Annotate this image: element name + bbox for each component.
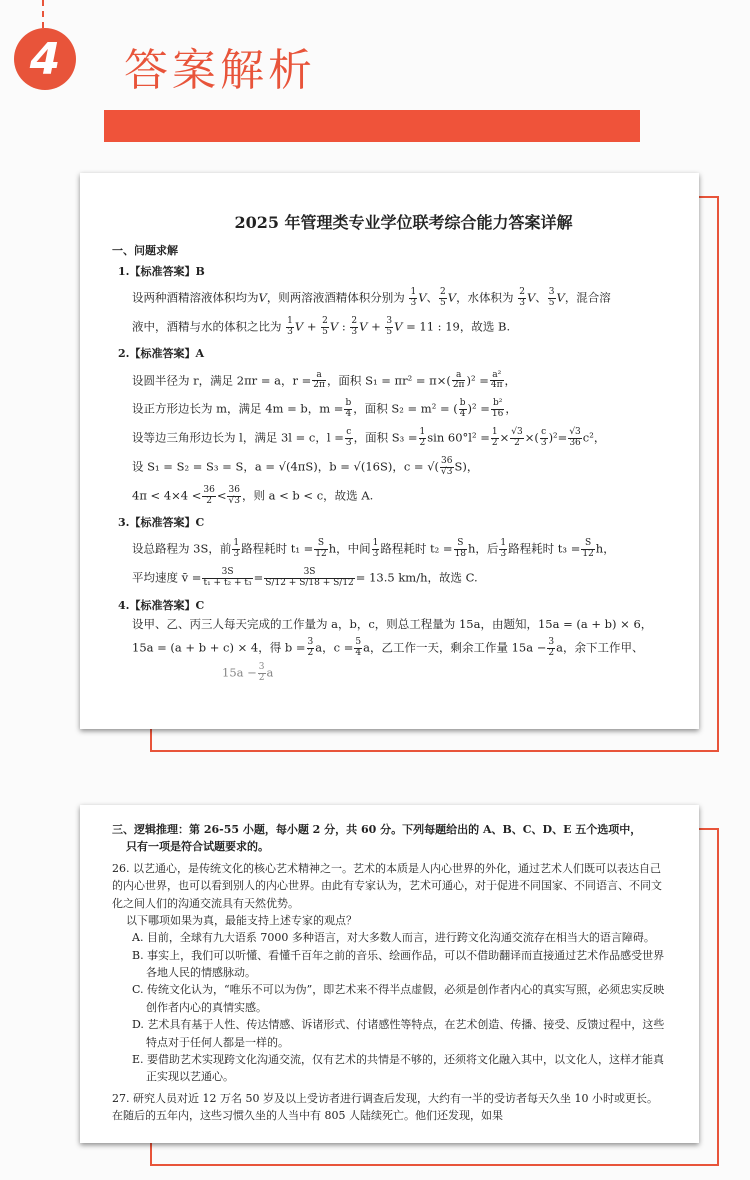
badge-hanger [42,0,44,28]
option-b: B. 事实上，我们可以听懂、看懂千百年之前的音乐、绘画作品，可以不借助翻译而直接通过艺术作品感受世界各地人民的情感脉动。 [132,948,665,979]
q1-answer-head: 1.【标准答案】B [118,264,205,278]
q4-line-3-clipped: 15a − $\frac{3}{2}$ a [222,661,274,683]
question-26: 26. 以艺通心，是传统文化的核心艺术精神之一。艺术的本质是人内心世界的外化，通过艺术人们既可以表达自己的内心世界，也可以看到别人的内心世界。由此有专家认为，艺术可通心，对于促进不同国家、不同语言、不同文化之间人们的沟通交流具有天然优势。 [112,861,662,910]
title-underline-bar [104,110,640,142]
q4-line-2: 15a = (a + b + c) × 4，得 b = $\frac{3}{2}$ a，c = $\frac{5}{4}$ a，乙工作一天，剩余工作量 15a − $\frac{3}{2}$ a，余下工作甲、 [132,636,644,658]
question-page [80,805,699,1143]
section-number: 4 [29,33,61,85]
q2-line-2: 设正方形边长为 m，满足 4m = b，m = $\frac{b}{4}$ ，面积 S₂ = m² = ( $\frac{b}{4}$ )² = $\frac{\text{b²}}{16}$ ， [132,398,517,420]
option-e: E. 要借助艺术实现跨文化沟通交流，仅有艺术的共情是不够的，还须将文化融入其中，以文化人，这样才能真正实现以艺通心。 [132,1052,665,1084]
q3-line-1: 设总路程为 3S，前 $\frac{1}{3}$ 路程耗时 t₁ = $\frac{S}{12}$ h，中间 $\frac{1}{3}$ 路程耗时 t₂ = $\frac{S}{18}$ h，后 $\frac{1}{3}$ 路程耗时 t₃ = $\frac{S}{12}$ h， [132,538,615,560]
q2-answer-head: 2.【标准答案】A [118,347,205,361]
q2-line-1: 设圆半径为 r，满足 2πr = a，r = $\frac{a}{2\pi}$ ，面积 S₁ = πr² = π×( $\frac{a}{2\pi}$ )² = $\frac{\text{a²}}{4\pi}$ ， [132,369,517,391]
q4-answer-head: 4.【标准答案】C [118,599,205,613]
q1-line-1: 设两种酒精溶液体积均为V，则两溶液酒精体积分别为 $\frac{1}{3}$ V、 $\frac{2}{5}$ V，水体积为 $\frac{2}{3}$ V、 $\frac{3}{5}$ V，混合溶 [132,286,611,308]
q2-line-5: 4π < 4×4 < $\frac{36}{2}$ < $\frac{36}{√3}$ ，则 a < b < c，故选 A. [132,484,374,506]
option-c: C. 传统文化认为，“唯乐不可以为伪”，即艺术来不得半点虚假，必须是创作者内心的真实写照，必须忠实反映创作者内心的真情实感。 [132,983,665,1014]
section-title: 答案解析 [124,45,316,96]
section-heading: 一、问题求解 [112,243,178,257]
document-title: 2025 年管理类专业学位联考综合能力答案详解 [234,213,573,232]
logic-section-heading-line-1: 三、逻辑推理：第 26-55 小题，每小题 2 分，共 60 分。下列每题给出的 A、B、C、D、E 五个选项中， [112,823,642,836]
q3-answer-head: 3.【标准答案】C [118,516,205,530]
question-27: 27. 研究人员对近 12 万名 50 岁及以上受访者进行调查后发现，大约有一半的受访者每天久坐 10 小时或更长。在随后的五年内，这些习惯久坐的人当中有 805 人陆续死亡。他们还发现，如果 [112,1091,658,1122]
q2-line-3: 设等边三角形边长为 l，满足 3l = c，l = $\frac{c}{3}$ ，面积 S₃ = $\frac{1}{2}$ sin 60°l² = $\frac{1}{2}$ × $\frac{√3}{2}$ ×( $\frac{c}{3}$ )²= $\frac{√3}{36}$ c²， [132,427,606,448]
option-d: D. 艺术具有基于人性、传达情感、诉诸形式、付诸感性等特点，在艺术创造、传播、接受、反馈过程中，这些特点对于任何人都是一样的。 [132,1018,665,1049]
question-26-stem: 以下哪项如果为真，最能支持上述专家的观点？ [126,913,357,927]
section-number-badge [14,28,76,90]
answer-page [80,173,699,729]
logic-section-heading-line-2: 只有一项是符合试题要求的。 [126,840,269,854]
q3-line-2: 平均速度 v̄ = $\frac{3S}{\text{t₁ + t₂ + t₃}}$ = $\frac{3S}{S/12 + S/18 + S/12}$ = 13.5 km/h，故选 C. [132,567,478,589]
q4-line-1: 设甲、乙、丙三人每天完成的工作量为 a，b，c，则总工程量为 15a，由题知，15a = (a + b) × 6， [132,617,653,632]
q1-line-2: 液中，酒精与水的体积之比为 $\frac{1}{3}$ V + $\frac{2}{5}$ V : $\frac{2}{3}$ V + $\frac{3}{5}$ V = 11 : 19，故选 B. [132,315,511,337]
q2-line-4: 设 S₁ = S₂ = S₃ = S，a = √(4πS)，b = √(16S)，c = √( $\frac{36}{√3}$ S)， [132,455,479,477]
option-a: A. 目前，全球有九大语系 7000 多种语言，对大多数人而言，进行跨文化沟通交流存在相当大的语言障碍。 [132,931,655,945]
